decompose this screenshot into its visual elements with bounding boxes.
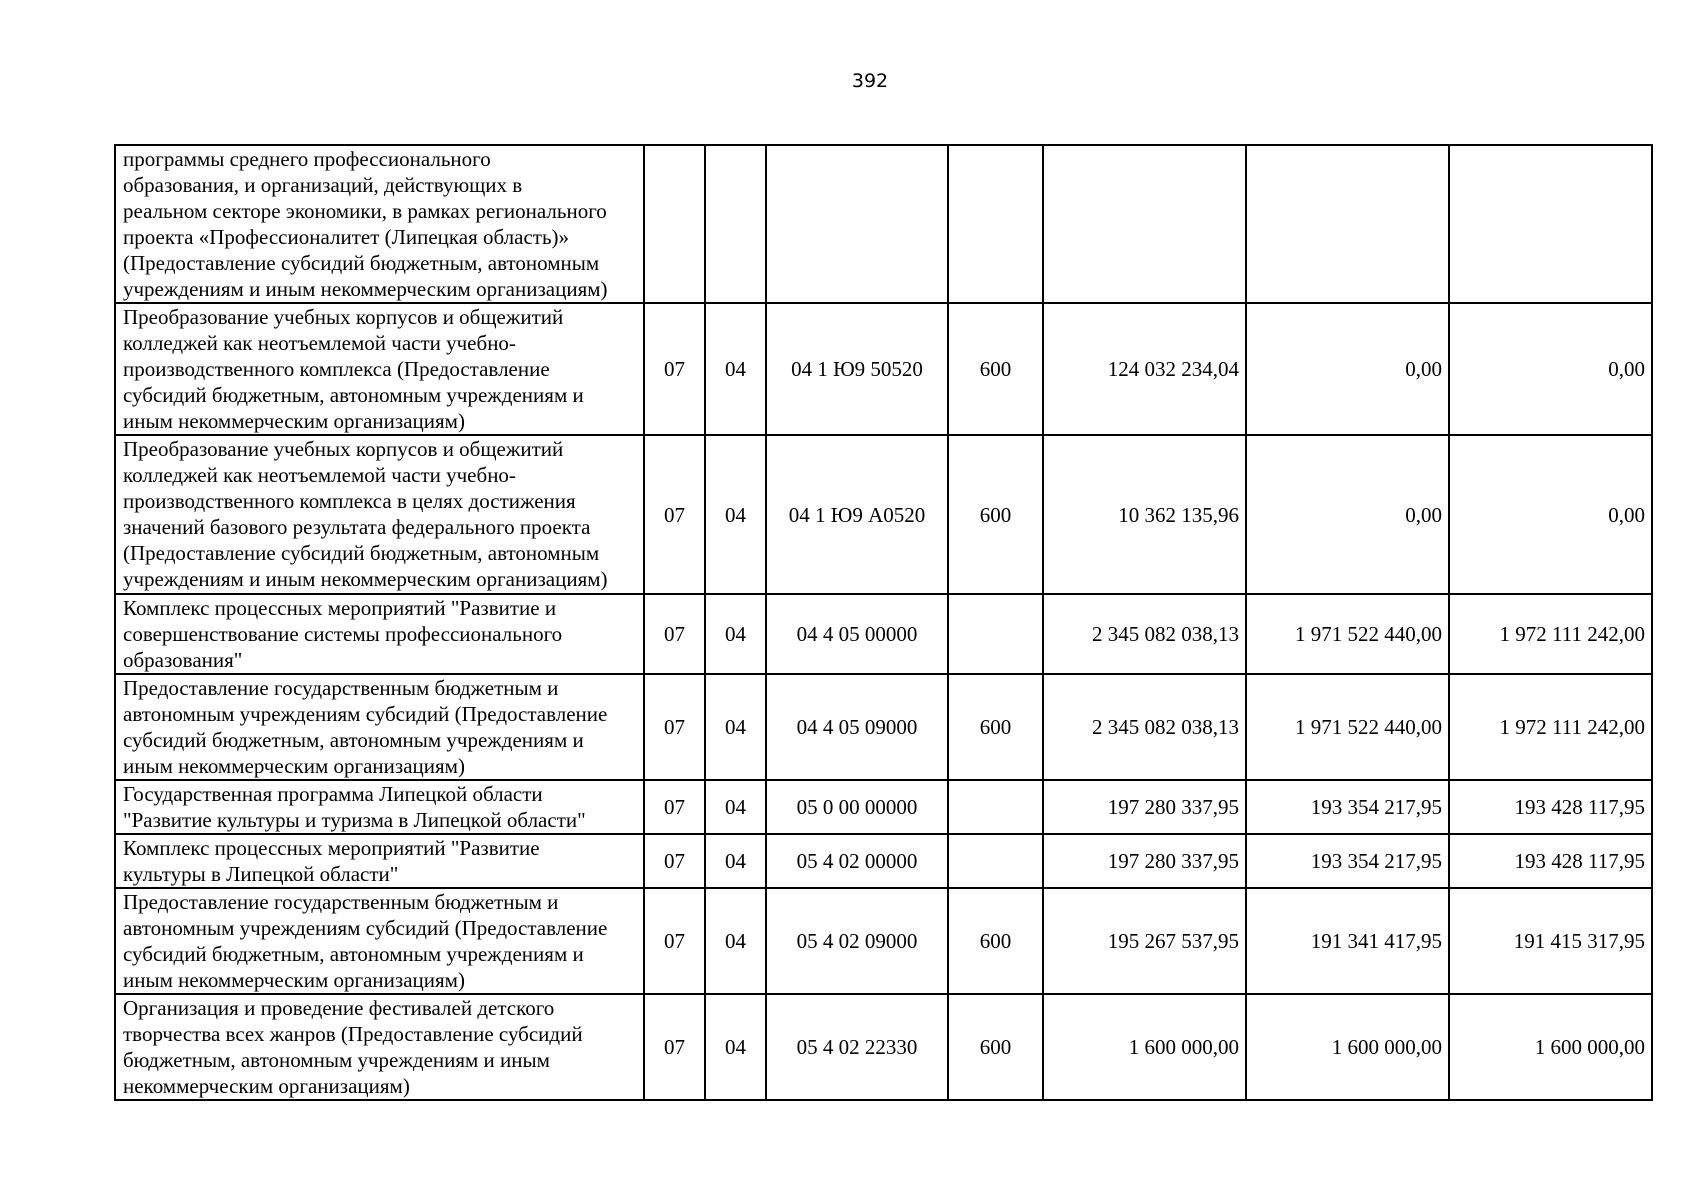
description-line: образования" [123,648,243,672]
target-code-cell [766,145,948,303]
table-row [115,674,1652,780]
table-row [115,780,1652,834]
description-line: культуры в Липецкой области" [123,862,399,886]
expense-type-cell [948,145,1043,303]
description-line: Преобразование учебных корпусов и общежитий [123,305,564,329]
description-cell [115,994,644,1100]
table-row [115,303,1652,435]
description-line: (Предоставление субсидий бюджетным, автономным [123,541,600,565]
description-cell [115,435,644,594]
subsection-cell: 04 [705,780,766,834]
section-cell: 07 [644,594,705,674]
subsection-cell: 04 [705,994,766,1100]
amount-year3-cell: 191 415 317,95 [1449,888,1652,994]
amount-year1-cell: 197 280 337,95 [1043,780,1246,834]
description-line: творчества всех жанров (Предоставление субсидий [123,1022,583,1046]
description-line: колледжей как неотъемлемой части учебно- [123,331,516,355]
section-cell: 07 [644,994,705,1100]
amount-year3-cell: 0,00 [1449,303,1652,435]
target-code-cell: 05 0 00 00000 [766,780,948,834]
table-row [115,888,1652,994]
subsection-cell: 04 [705,303,766,435]
amount-year1-cell: 195 267 537,95 [1043,888,1246,994]
subsection-cell: 04 [705,888,766,994]
section-cell: 07 [644,674,705,780]
description-line: программы среднего профессионального [123,147,491,171]
table-row [115,435,1652,594]
description-line: (Предоставление субсидий бюджетным, автономным [123,251,600,275]
amount-year3-cell: 0,00 [1449,435,1652,594]
description-line: автономным учреждениям субсидий (Предоставление [123,916,608,940]
table-row [115,994,1652,1100]
description-line: учреждениям и иным некоммерческим организациям) [123,277,608,301]
section-cell: 07 [644,834,705,888]
target-code-cell: 04 4 05 00000 [766,594,948,674]
amount-year3-cell: 1 600 000,00 [1449,994,1652,1100]
subsection-cell: 04 [705,674,766,780]
expense-type-cell: 600 [948,435,1043,594]
expense-type-cell [948,834,1043,888]
amount-year1-cell: 2 345 082 038,13 [1043,594,1246,674]
amount-year3-cell [1449,145,1652,303]
amount-year2-cell: 1 971 522 440,00 [1246,594,1449,674]
target-code-cell: 05 4 02 00000 [766,834,948,888]
description-line: субсидий бюджетным, автономным учреждениям и [123,383,584,407]
expense-type-cell [948,594,1043,674]
amount-year3-cell: 193 428 117,95 [1449,834,1652,888]
expense-type-cell: 600 [948,888,1043,994]
amount-year1-cell: 197 280 337,95 [1043,834,1246,888]
section-cell: 07 [644,435,705,594]
description-cell [115,594,644,674]
expense-type-cell [948,780,1043,834]
description-line: Предоставление государственным бюджетным и [123,676,559,700]
amount-year2-cell: 193 354 217,95 [1246,780,1449,834]
table-body [115,145,1652,1100]
description-line: учреждениям и иным некоммерческим организациям) [123,567,608,591]
expense-type-cell: 600 [948,303,1043,435]
description-cell [115,888,644,994]
description-line: Организация и проведение фестивалей детского [123,996,555,1020]
expense-type-cell: 600 [948,674,1043,780]
expense-type-cell: 600 [948,994,1043,1100]
section-cell: 07 [644,780,705,834]
page-number: 392 [851,70,889,92]
description-cell [115,303,644,435]
description-line: бюджетным, автономным учреждениям и иным [123,1048,550,1072]
amount-year3-cell: 1 972 111 242,00 [1449,674,1652,780]
target-code-cell: 04 4 05 09000 [766,674,948,780]
description-cell [115,674,644,780]
amount-year1-cell: 1 600 000,00 [1043,994,1246,1100]
description-line: производственного комплекса в целях достижения [123,489,576,513]
table-row [115,834,1652,888]
description-line: Преобразование учебных корпусов и общежитий [123,437,564,461]
section-cell: 07 [644,888,705,994]
description-line: иным некоммерческим организациям) [123,754,465,778]
description-line: Комплекс процессных мероприятий "Развитие и [123,596,557,620]
description-line: иным некоммерческим организациям) [123,409,465,433]
description-cell [115,834,644,888]
amount-year1-cell: 124 032 234,04 [1043,303,1246,435]
target-code-cell: 05 4 02 22330 [766,994,948,1100]
description-line: реальном секторе экономики, в рамках регионального [123,199,607,223]
section-cell [644,145,705,303]
description-line: иным некоммерческим организациям) [123,968,465,992]
description-cell [115,145,644,303]
description-line: образования, и организаций, действующих в [123,173,523,197]
amount-year2-cell: 0,00 [1246,435,1449,594]
subsection-cell: 04 [705,594,766,674]
amount-year3-cell: 1 972 111 242,00 [1449,594,1652,674]
description-line: Государственная программа Липецкой области [123,782,543,806]
table-row [115,145,1652,303]
description-line: проекта «Профессионалитет (Липецкая область)» [123,225,570,249]
description-line: субсидий бюджетным, автономным учреждениям и [123,942,584,966]
description-cell [115,780,644,834]
table-row [115,594,1652,674]
amount-year2-cell: 193 354 217,95 [1246,834,1449,888]
description-line: совершенствование системы профессионального [123,622,563,646]
amount-year2-cell: 1 971 522 440,00 [1246,674,1449,780]
amount-year1-cell [1043,145,1246,303]
amount-year1-cell: 2 345 082 038,13 [1043,674,1246,780]
description-line: субсидий бюджетным, автономным учреждениям и [123,728,584,752]
amount-year2-cell: 191 341 417,95 [1246,888,1449,994]
description-line: Комплекс процессных мероприятий "Развитие [123,836,540,860]
description-line: Предоставление государственным бюджетным и [123,890,559,914]
amount-year1-cell: 10 362 135,96 [1043,435,1246,594]
budget-table [114,144,1653,1101]
target-code-cell: 04 1 Ю9 А0520 [766,435,948,594]
subsection-cell [705,145,766,303]
description-line: "Развитие культуры и туризма в Липецкой области" [123,808,586,832]
amount-year2-cell: 1 600 000,00 [1246,994,1449,1100]
description-line: колледжей как неотъемлемой части учебно- [123,463,516,487]
description-line: значений базового результата федерального проекта [123,515,591,539]
amount-year2-cell [1246,145,1449,303]
description-line: производственного комплекса (Предоставление [123,357,550,381]
target-code-cell: 04 1 Ю9 50520 [766,303,948,435]
amount-year2-cell: 0,00 [1246,303,1449,435]
subsection-cell: 04 [705,435,766,594]
description-line: некоммерческим организациям) [123,1074,410,1098]
target-code-cell: 05 4 02 09000 [766,888,948,994]
subsection-cell: 04 [705,834,766,888]
section-cell: 07 [644,303,705,435]
amount-year3-cell: 193 428 117,95 [1449,780,1652,834]
description-line: автономным учреждениям субсидий (Предоставление [123,702,608,726]
